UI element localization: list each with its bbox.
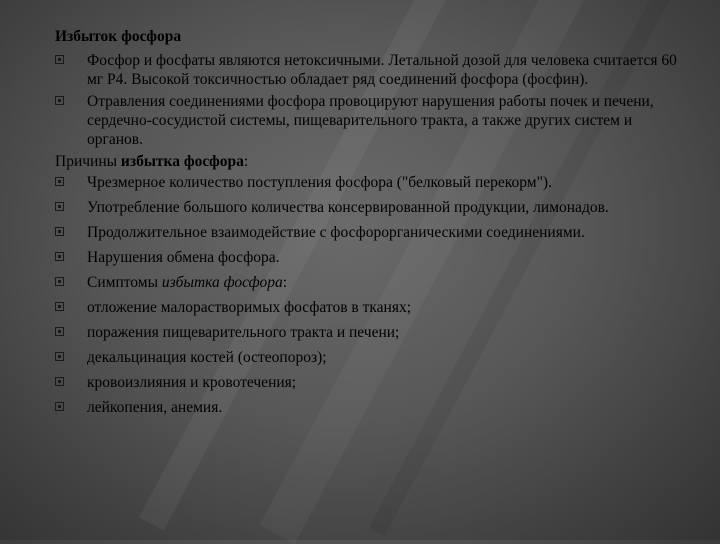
list-item <box>55 273 680 292</box>
square-bullet-icon <box>55 302 64 311</box>
square-bullet-icon <box>55 402 64 411</box>
list-item <box>55 173 680 192</box>
list-item-text: кровоизлияния и кровотечения; <box>87 374 297 391</box>
list-item-text: Употребление большого количества консервированной продукции, лимонадов. <box>87 199 609 216</box>
list-item-text: поражения пищеварительного тракта и печени; <box>87 324 400 341</box>
square-bullet-icon <box>55 55 64 64</box>
list-item <box>55 348 680 367</box>
list-item <box>55 51 680 89</box>
reasons-heading <box>55 152 680 171</box>
list-item-text: Фосфор и фосфаты являются нетоксичными. Летальной дозой для человека считается 60 мг Р4. Высокой токсичностью обладает ряд соединений фосфора (фосфин). <box>87 52 677 88</box>
symptoms-heading <box>87 274 287 291</box>
list-item <box>55 223 680 242</box>
list-item <box>55 373 680 392</box>
list-item <box>55 323 680 342</box>
square-bullet-icon <box>55 377 64 386</box>
list-item-text: Нарушения обмена фосфора. <box>87 249 280 266</box>
square-bullet-icon <box>55 352 64 361</box>
list-item-text: декальцинация костей (остеопороз); <box>87 349 327 366</box>
list-item-text: Отравления соединениями фосфора провоцируют нарушения работы почек и печени, сердечно-сосудистой системы, пищеварительного тракта, а также других систем и органов. <box>87 93 654 148</box>
list-item <box>55 298 680 317</box>
slide-content <box>55 24 680 423</box>
reasons-list <box>55 173 680 417</box>
list-item <box>55 198 680 217</box>
reasons-suffix: : <box>243 153 249 170</box>
list-item <box>55 398 680 417</box>
square-bullet-icon <box>55 227 64 236</box>
symptoms-suffix: : <box>282 274 288 291</box>
reasons-emphasis: избытка фосфора <box>120 153 244 170</box>
square-bullet-icon <box>55 277 64 286</box>
square-bullet-icon <box>55 327 64 336</box>
symptoms-prefix: Симптомы <box>87 274 162 291</box>
list-item-text: отложение малорастворимых фосфатов в тканях; <box>87 299 412 316</box>
list-item-text: лейкопения, анемия. <box>87 399 223 416</box>
list-item-text: Чрезмерное количество поступления фосфора ("белковый перекорм"). <box>87 174 552 191</box>
square-bullet-icon <box>55 177 64 186</box>
list-item <box>55 92 680 149</box>
list-item-text: Продолжительное взаимодействие с фосфорорганическими соединениями. <box>87 224 585 241</box>
symptoms-emphasis: избытка фосфора <box>161 274 283 291</box>
slide-heading: Избыток фосфора <box>55 28 182 45</box>
square-bullet-icon <box>55 252 64 261</box>
list-item <box>55 248 680 267</box>
square-bullet-icon <box>55 96 64 105</box>
intro-list <box>55 51 680 149</box>
square-bullet-icon <box>55 202 64 211</box>
reasons-prefix: Причины <box>55 153 121 170</box>
